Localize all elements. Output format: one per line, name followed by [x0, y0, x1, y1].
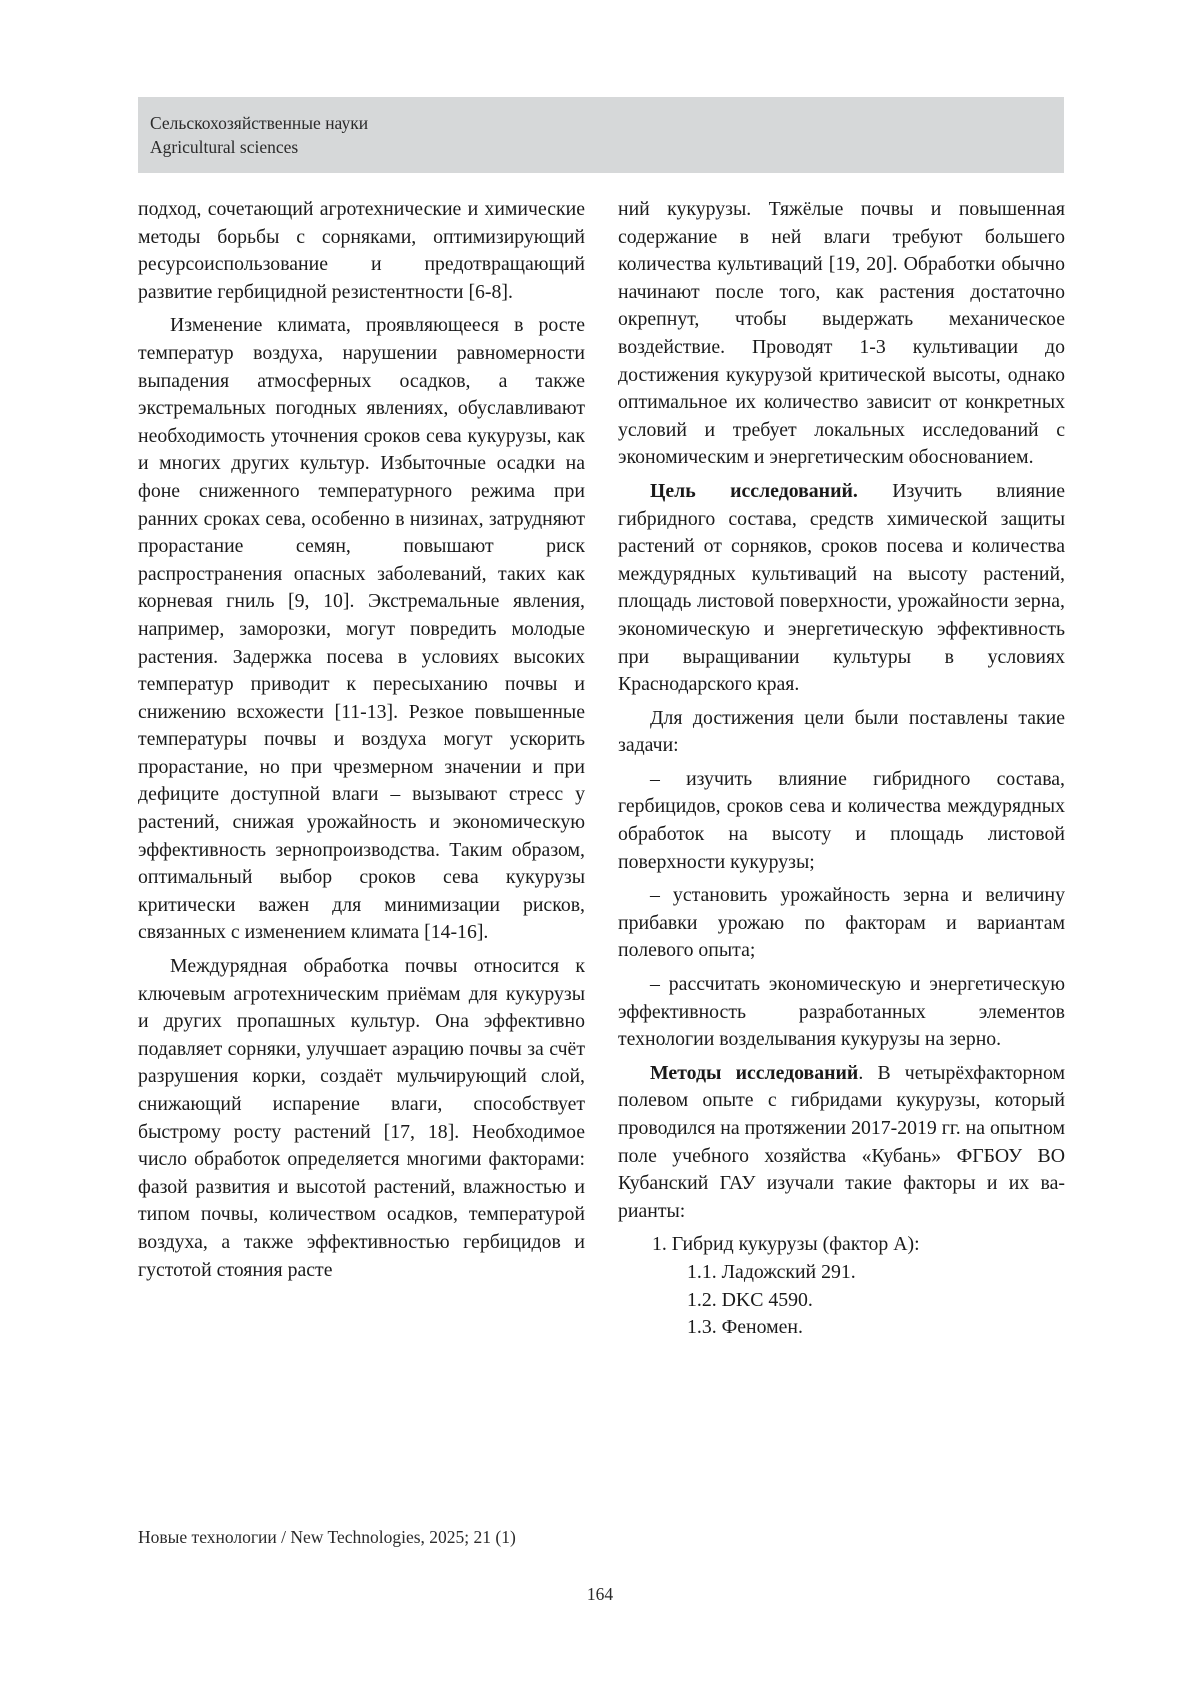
hybrid-item: 1.2. DKC 4590.	[687, 1288, 813, 1311]
journal-footer: Новые технологии / New Technologies, 2025; 21 (1)	[138, 1527, 516, 1547]
hybrid-item: 1.1. Ладожский 291.	[687, 1260, 856, 1283]
methods-text: . В четырёхфакторном полевом опыте с гибридами кукурузы, который проводился на протяжении 2017-2019 гг. на опытном поле учебного хозяйства «Кубань» ФГБОУ ВО Кубанский ГАУ изучали такие факторы и их варианты:	[618, 1061, 1065, 1222]
paragraph: Междурядная обработка почвы относится к ключевым агротехническим приёмам для кукурузы и других пропашных культур. Она эффективно подавляет сорняки, улучшает аэрацию почвы за счёт разрушения корки, создаёт мульчирующий слой, снижающий испарение влаги, способствует быстрому росту растений [17, 18]. Необходимое число обработок определяется многими факторами: фазой развития и высотой растений, влажностью и типом почвы, количеством осадков, температурой воздуха, а также эффективностью гербицидов и густотой стояния расте	[138, 955, 585, 1281]
right-column	[618, 196, 1065, 1342]
factor-a-item: 1. Гибрид кукурузы (фактор А):	[652, 1233, 920, 1256]
hybrid-item: 1.3. Феномен.	[687, 1316, 803, 1339]
section-title-ru: Сельскохозяйственные науки	[150, 113, 369, 133]
task-item: – изучить влияние гибридного состава, гербицидов, сроков сева и количества междурядных обработок на высоту и площадь листовой поверхности кукурузы;	[618, 767, 1065, 873]
methods-paragraph	[618, 1060, 1065, 1226]
goal-paragraph	[618, 478, 1065, 699]
section-header	[138, 97, 1064, 173]
task-item: – установить урожайность зерна и величину прибавки урожаю по факторам и вариантам полевого опыта;	[618, 884, 1065, 962]
paragraph: ний кукурузы. Тяжёлые почвы и повышенная содержание в ней влаги требуют большего количества культиваций [19, 20]. Обработки обычно начинают после того, как растения достаточно окрепнут, чтобы выдержать механическое воздействие. Проводят 1-3 культивации до достижения кукурузой критической высоты, однако оптимальное их количество зависит от конкретных условий и требует локальных исследований с экономическим и энергетическим обоснованием.	[618, 198, 1065, 469]
section-title-en: Agricultural sciences	[150, 137, 299, 157]
methods-label: Методы исследований	[650, 1061, 859, 1084]
goal-text: Изучить влияние гибридного состава, средств химической защиты растений от сорняков, сроков посева и количества междурядных культиваций на высоту растений, площадь листовой поверхности, урожайности зерна, экономическую и энергетическую эффективность при выращивании культуры в условиях Краснодарского края.	[618, 479, 1065, 696]
tasks-intro: Для достижения цели были поставлены такие задачи:	[618, 706, 1065, 757]
task-item: – рассчитать экономическую и энергетическую эффективность разработанных элементов технологии возделывания кукурузы на зерно.	[618, 973, 1065, 1051]
paragraph: подход, сочетающий агротехнические и химические методы борьбы с сорняками, оптимизирующий ресурсоиспользование и предотвращающий развитие гербицидной резистентности [6-8].	[138, 198, 585, 303]
goal-label: Цель исследований.	[650, 479, 858, 502]
page-number: 164	[586, 1584, 614, 1604]
paragraph: Изменение климата, проявляющееся в росте температур воздуха, нарушении равномерности выпадения атмосферных осадков, а также экстремальных погодных явлениях, обуславливают необходимость уточнения сроков сева кукурузы, как и многих других культур. Избыточные осадки на фоне сниженного температурного режима при ранних сроках сева, особенно в низинах, затрудняют прорастание семян, повышают риск распространения опасных заболеваний, таких как корневая гниль [9, 10]. Экстремальные явления, например, заморозки, могут повредить молодые растения. Задержка посева в условиях высоких температур приводит к пересыханию почвы и снижению всхожести [11-13]. Резкое повышенные температуры почвы и воздуха могут ускорить прорастание, но при чрезмерном значении и при дефиците доступной влаги – вызывают стресс у растений, снижая урожайность и экономическую эффективность зернопроизводства. Таким образом, оптимальный выбор сроков сева кукурузы критически важен для минимизации рисков, связанных с изменением климата [14-16].	[138, 314, 585, 944]
left-column	[138, 196, 585, 1284]
